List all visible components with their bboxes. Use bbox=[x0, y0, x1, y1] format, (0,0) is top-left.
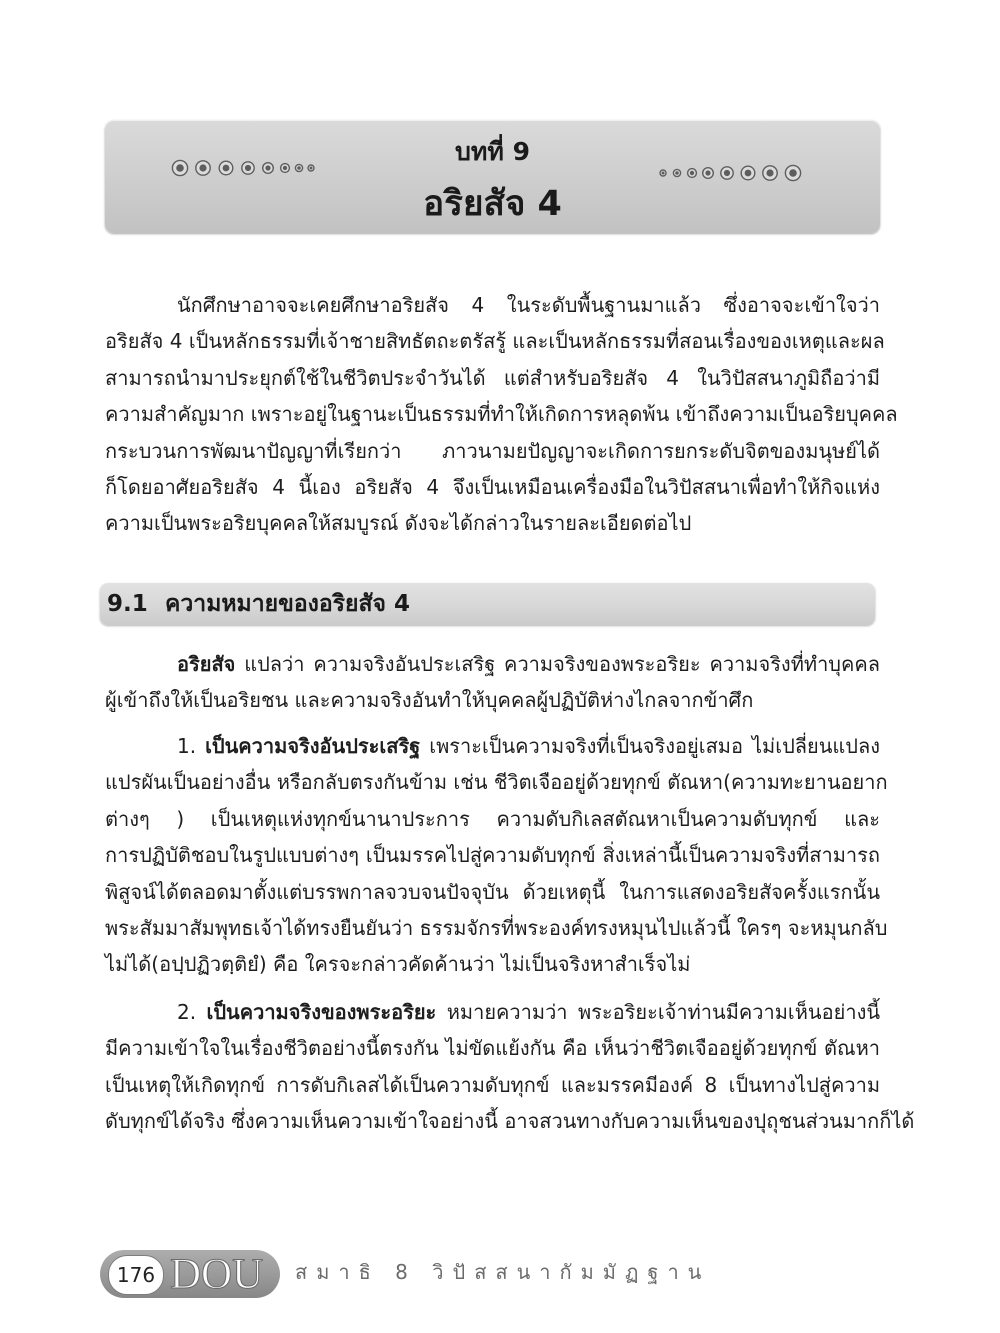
book-title: สมาธิ 8 วิปัสสนากัมมัฏฐาน bbox=[295, 1260, 711, 1284]
paragraph-line: การปฏิบัติชอบในรูปแบบต่างๆ เป็นมรรคไปสู่ความดับทุกข์ สิ่งเหล่านี้เป็นความจริงที่สามารถ bbox=[105, 843, 880, 868]
ornament-dot bbox=[688, 169, 697, 178]
paragraph-line: นักศึกษาอาจจะเคยศึกษาอริยสัจ 4 ในระดับพื้นฐานมาแล้ว ซึ่งอาจจะเข้าใจว่า bbox=[177, 293, 880, 317]
ornament-dot-center bbox=[789, 169, 797, 177]
ornament-dot-center bbox=[297, 166, 301, 170]
ornament-dot-center bbox=[690, 171, 694, 175]
ornament-dot bbox=[763, 166, 777, 180]
section-heading-box bbox=[100, 583, 875, 625]
paragraph-line: พระสัมมาสัมพุทธเจ้าได้ทรงยืนยันว่า ธรรมจักรที่พระองค์ทรงหมุนไปแล้วนี้ ใครๆ จะหมุนกลับ bbox=[105, 915, 888, 940]
item-2-paragraph bbox=[105, 994, 915, 1140]
paragraph-line: เป็นเหตุให้เกิดทุกข์ การดับกิเลสได้เป็นความดับทุกข์ และมรรคมีองค์ 8 เป็นทางไปสู่ความ bbox=[105, 1072, 880, 1097]
page-number: 176 bbox=[108, 1255, 164, 1295]
ornament-dot-center bbox=[745, 170, 752, 177]
item-heading: เป็นความจริงอันประเสริฐ bbox=[205, 734, 421, 758]
ornament-left bbox=[165, 155, 325, 181]
ornament-dot-center bbox=[223, 165, 230, 172]
paragraph-line bbox=[105, 994, 880, 1030]
section-number: 9.1 bbox=[107, 591, 148, 617]
ornament-dot bbox=[660, 170, 666, 176]
paragraph-line: แปรผันเป็นอย่างอื่น หรือกลับตรงกันข้าม เช่น ชีวิตเจืออยู่ด้วยทุกข์ ตัณหา(ความทะยานอยาก bbox=[105, 770, 888, 795]
ornament-dot-center bbox=[265, 165, 270, 170]
ornament-dot-center bbox=[766, 169, 773, 176]
paragraph-line: ต่างๆ ) เป็นเหตุแห่งทุกข์นานาประการ ความดับกิเลสตัณหาเป็นความดับทุกข์ และ bbox=[105, 806, 880, 831]
section-title: ความหมายของอริยสัจ 4 bbox=[165, 591, 411, 617]
ornament-dot bbox=[308, 165, 314, 171]
paragraph-line bbox=[105, 728, 880, 764]
paragraph-line: ความสำคัญมาก เพราะอยู่ในฐานะเป็นธรรมที่ทำให้เกิดการหลุดพ้น เข้าถึงความเป็นอริยบุคคล bbox=[105, 402, 898, 427]
ornament-dot-center bbox=[283, 166, 287, 170]
item-heading: เป็นความจริงของพระอริยะ bbox=[206, 1000, 437, 1024]
chapter-number: บทที่ 9 bbox=[455, 137, 530, 166]
ornament-dot bbox=[295, 164, 302, 171]
ornament-right bbox=[650, 160, 810, 186]
page-footer-badge bbox=[100, 1250, 280, 1298]
item-1-paragraph bbox=[105, 728, 888, 983]
ornament-dot-center bbox=[176, 164, 184, 172]
publisher-logo: DOU bbox=[170, 1251, 264, 1298]
chapter-title: อริยสัจ 4 bbox=[423, 184, 562, 224]
ornament-dot bbox=[281, 164, 290, 173]
ornament-dot bbox=[196, 161, 210, 175]
paragraph-line: ดับทุกข์ได้จริง ซึ่งความเห็นความเข้าใจอย่างนี้ อาจสวนทางกับความเห็นของปุถุชนส่วนมากก็ได้ bbox=[105, 1109, 915, 1134]
ornament-dot bbox=[219, 161, 233, 175]
paragraph-line: ไม่ได้(อปฺปฏิวตฺติยํ) คือ ใครจะกล่าวคัดค้านว่า ไม่เป็นจริงหาสำเร็จไม่ bbox=[105, 952, 691, 977]
item-text: หมายความว่า พระอริยะเจ้าท่านมีความเห็นอย่างนี้ bbox=[446, 1000, 881, 1024]
ornament-dot-center bbox=[245, 165, 251, 171]
paragraph-line: อริยสัจ 4 เป็นหลักธรรมที่เจ้าชายสิทธัตถะตรัสรู้ และเป็นหลักธรรมที่สอนเรื่องของเหตุและผล bbox=[105, 329, 885, 354]
ornament-dot bbox=[673, 169, 680, 176]
definition-paragraph bbox=[105, 646, 880, 719]
ornament-dot bbox=[741, 166, 755, 180]
item-text: เพราะเป็นความจริงที่เป็นจริงอยู่เสมอ ไม่เปลี่ยนแปลง bbox=[429, 734, 881, 758]
paragraph-line: สามารถนำมาประยุกต์ใช้ในชีวิตประจำวันได้ แต่สำหรับอริยสัจ 4 ในวิปัสสนาภูมิถือว่ามี bbox=[105, 365, 880, 390]
ornament-dot-center bbox=[705, 170, 710, 175]
ornament-dot bbox=[172, 160, 187, 175]
item-number: 1. bbox=[177, 734, 197, 758]
ornament-dot bbox=[242, 162, 254, 174]
ornament-dot-center bbox=[199, 164, 206, 171]
definition-term: อริยสัจ bbox=[177, 652, 236, 676]
ornament-dot bbox=[703, 168, 714, 179]
ornament-dot bbox=[785, 165, 800, 180]
paragraph-line: ความเป็นพระอริยบุคคลให้สมบูรณ์ ดังจะได้กล่าวในรายละเอียดต่อไป bbox=[105, 511, 692, 536]
paragraph-line: กระบวนการพัฒนาปัญญาที่เรียกว่า ภาวนามยปัญญาจะเกิดการยกระดับจิตของมนุษย์ได้ bbox=[105, 438, 880, 463]
ornament-dot-center bbox=[675, 171, 679, 175]
ornament-dot bbox=[263, 163, 274, 174]
definition-text: แปลว่า ความจริงอันประเสริฐ ความจริงของพระอริยะ ความจริงที่ทำบุคคล bbox=[244, 652, 881, 676]
ornament-dot-center bbox=[662, 172, 665, 175]
ornament-dot bbox=[721, 167, 733, 179]
ornament-dot-center bbox=[310, 167, 313, 170]
ornament-dot-center bbox=[724, 170, 730, 176]
intro-paragraph bbox=[105, 287, 898, 542]
item-number: 2. bbox=[177, 1000, 197, 1024]
paragraph-line: ก็โดยอาศัยอริยสัจ 4 นี้เอง อริยสัจ 4 จึงเป็นเหมือนเครื่องมือในวิปัสสนาเพื่อทำให้กิจแห่ง bbox=[105, 474, 880, 499]
paragraph-line: มีความเข้าใจในเรื่องชีวิตอย่างนี้ตรงกัน ไม่ขัดแย้งกัน คือ เห็นว่าชีวิตเจืออยู่ด้วยทุกข์ ตัณหา bbox=[105, 1036, 880, 1061]
paragraph-line bbox=[105, 646, 880, 682]
paragraph-line: ผู้เข้าถึงให้เป็นอริยชน และความจริงอันทำให้บุคคลผู้ปฏิบัติห่างไกลจากข้าศึก bbox=[105, 688, 754, 713]
paragraph-line: พิสูจน์ได้ตลอดมาตั้งแต่บรรพกาลจวบจนปัจจุบัน ด้วยเหตุนี้ ในการแสดงอริยสัจครั้งแรกนั้น bbox=[105, 879, 880, 904]
